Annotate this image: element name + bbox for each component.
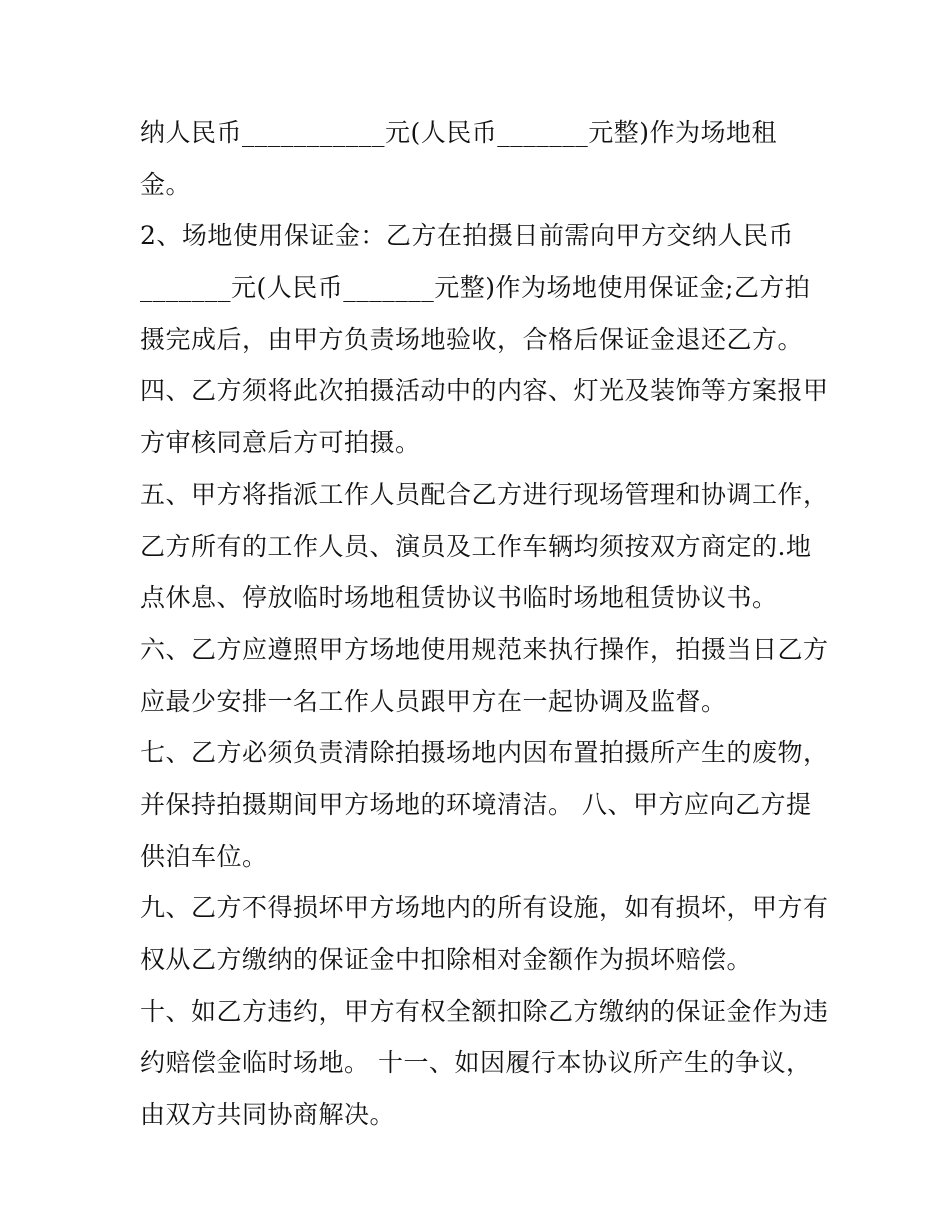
text-line: 十、如乙方违约，甲方有权全额扣除乙方缴纳的保证金作为违	[140, 996, 829, 1026]
text-line: 2、场地使用保证金：乙方在拍摄日前需向甲方交纳人民币	[140, 221, 794, 251]
text-line: 六、乙方应遵照甲方场地使用规范来执行操作，拍摄当日乙方	[140, 634, 829, 664]
text-line: 九、乙方不得损坏甲方场地内的所有设施，如有损坏，甲方有	[140, 893, 829, 923]
text-line: 由双方共同协商解决。	[140, 1100, 396, 1130]
agreement-body-text	[140, 107, 840, 1141]
text-line: 权从乙方缴纳的保证金中扣除相对金额作为损坏赔偿。	[140, 945, 753, 974]
text-line: 金。	[140, 169, 192, 199]
text-line: 摄完成后，由甲方负责场地验收，合格后保证金退还乙方。	[140, 324, 804, 354]
text-line: 应最少安排一名工作人员跟甲方在一起协调及监督。	[140, 686, 727, 716]
text-line: 约赔偿金临时场地。 十一、如因履行本协议所产生的争议，	[140, 1048, 812, 1078]
text-line: 五、甲方将指派工作人员配合乙方进行现场管理和协调工作，	[140, 479, 829, 509]
text-line: 点休息、停放临时场地租赁协议书临时场地租赁协议书。	[140, 583, 778, 613]
text-line: 乙方所有的工作人员、演员及工作车辆均须按双方商定的.地	[140, 531, 812, 561]
text-line: 纳人民币___________元(人民币_______元整)作为场地租	[140, 118, 778, 147]
text-line: _______元(人民币_______元整)作为场地使用保证金;乙方拍	[140, 273, 811, 303]
text-line: 七、乙方必须负责清除拍摄场地内因布置拍摄所产生的废物，	[140, 738, 829, 768]
text-line: 方审核同意后方可拍摄。	[140, 428, 421, 458]
text-line: 供泊车位。	[140, 841, 268, 871]
text-line: 并保持拍摄期间甲方场地的环境清洁。 八、甲方应向乙方提	[140, 789, 812, 819]
text-line: 四、乙方须将此次拍摄活动中的内容、灯光及装饰等方案报甲	[140, 376, 829, 406]
